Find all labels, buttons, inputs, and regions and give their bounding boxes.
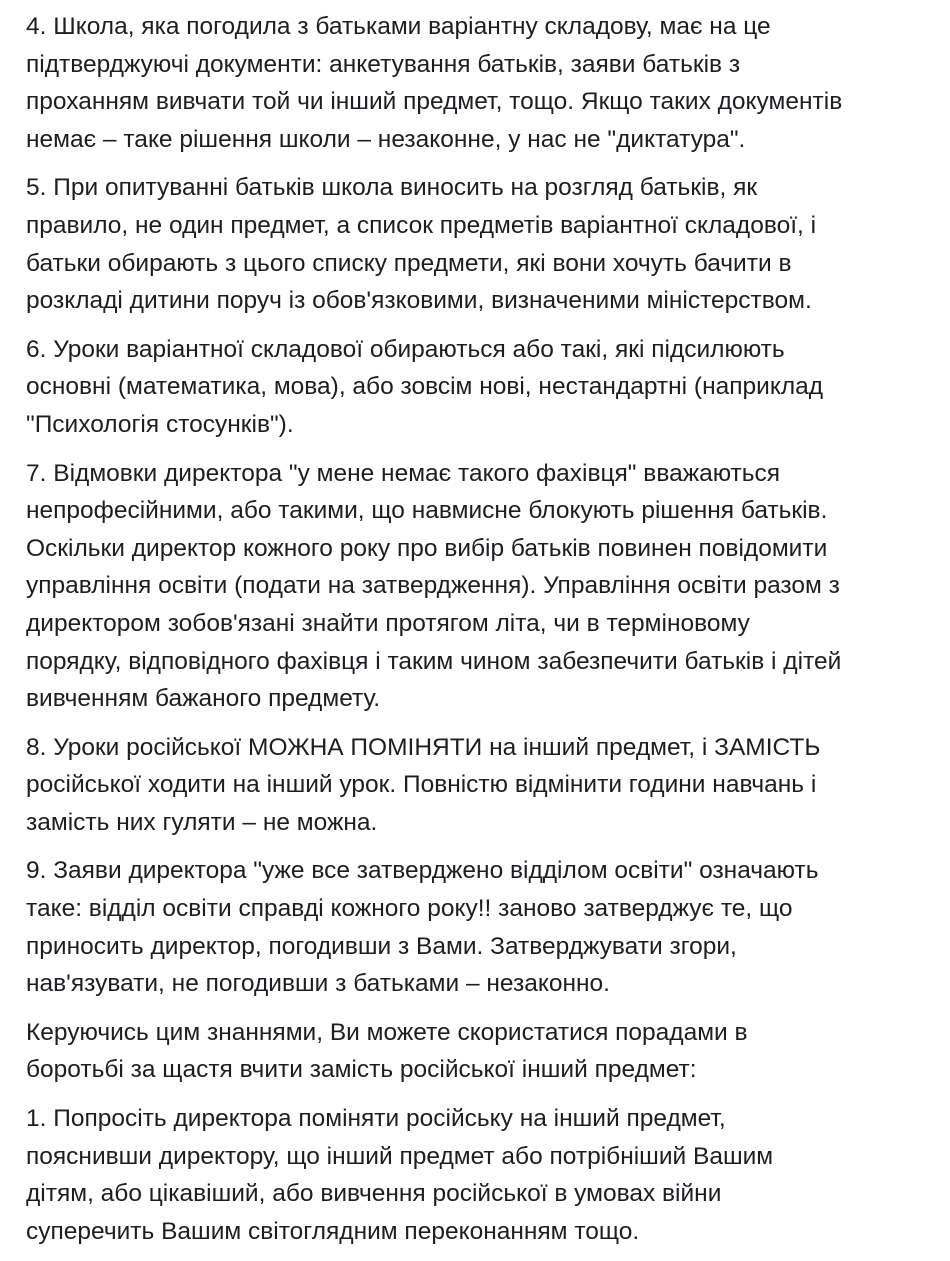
text-line: 1. Попросіть директора поміняти російську на інший предмет, bbox=[26, 1105, 726, 1133]
text-line: замість них гуляти – не можна. bbox=[26, 808, 378, 836]
paragraph-point-5 bbox=[26, 169, 931, 319]
text-line: немає – таке рішення школи – незаконне, у нас не "диктатура". bbox=[26, 125, 746, 153]
paragraph-point-8 bbox=[26, 729, 931, 842]
text-line: 8. Уроки російської МОЖНА ПОМІНЯТИ на інший предмет, і ЗАМІСТЬ bbox=[26, 733, 821, 761]
document-body bbox=[26, 8, 931, 1261]
text-line: вивченням бажаного предмету. bbox=[26, 685, 381, 713]
text-line: 6. Уроки варіантної складової обираються або такі, які підсилюють bbox=[26, 335, 785, 363]
text-line: таке: відділ освіти справді кожного року!! заново затверджує те, що bbox=[26, 895, 793, 923]
text-line: управління освіти (подати на затвердження). Управління освіти разом з bbox=[26, 572, 840, 600]
paragraph-point-4 bbox=[26, 8, 931, 158]
paragraph-point-9 bbox=[26, 852, 931, 1002]
text-line: батьки обирають з цього списку предмети, які вони хочуть бачити в bbox=[26, 249, 792, 277]
text-line: "Психологія стосунків"). bbox=[26, 410, 294, 438]
text-line: пояснивши директору, що інший предмет або потрібніший Вашим bbox=[26, 1142, 774, 1170]
text-line: директором зобов'язані знайти протягом літа, чи в терміновому bbox=[26, 609, 750, 637]
text-line: нав'язувати, не погодивши з батьками – незаконно. bbox=[26, 970, 610, 998]
text-line: непрофесійними, або такими, що навмисне блокують рішення батьків. bbox=[26, 497, 828, 525]
paragraph-point-6 bbox=[26, 331, 931, 444]
text-line: правило, не один предмет, а список предметів варіантної складової, і bbox=[26, 211, 817, 239]
text-line: порядку, відповідного фахівця і таким чином забезпечити батьків і дітей bbox=[26, 647, 842, 675]
text-line: основні (математика, мова), або зовсім нові, нестандартні (наприклад bbox=[26, 373, 824, 401]
text-line: приносить директор, погодивши з Вами. Затверджувати згори, bbox=[26, 932, 737, 960]
text-line: Оскільки директор кожного року про вибір батьків повинен повідомити bbox=[26, 534, 828, 562]
text-line: 7. Відмовки директора "у мене немає такого фахівця" вважаються bbox=[26, 459, 781, 487]
text-line: суперечить Вашим світоглядним переконанням тощо. bbox=[26, 1217, 640, 1245]
paragraph-point-7 bbox=[26, 455, 931, 718]
paragraph-advice-intro bbox=[26, 1014, 931, 1089]
text-line: підтверджуючі документи: анкетування батьків, заяви батьків з bbox=[26, 50, 741, 78]
text-line: російської ходити на інший урок. Повністю відмінити години навчань і bbox=[26, 771, 817, 799]
text-line: дітям, або цікавіший, або вивчення російської в умовах війни bbox=[26, 1180, 722, 1208]
text-line: 4. Школа, яка погодила з батьками варіантну складову, має на це bbox=[26, 13, 771, 40]
text-line: розкладі дитини поруч із обов'язковими, визначеними міністерством. bbox=[26, 287, 812, 315]
text-line: 5. При опитуванні батьків школа виносить на розгляд батьків, як bbox=[26, 174, 758, 202]
text-line: Керуючись цим знаннями, Ви можете скористатися порадами в bbox=[26, 1018, 748, 1046]
text-line: боротьбі за щастя вчити замість російської інший предмет: bbox=[26, 1056, 697, 1084]
text-line: 9. Заяви директора "уже все затверджено відділом освіти" означають bbox=[26, 857, 819, 885]
paragraph-advice-1 bbox=[26, 1100, 931, 1250]
text-line: проханням вивчати той чи інший предмет, тощо. Якщо таких документів bbox=[26, 88, 843, 116]
